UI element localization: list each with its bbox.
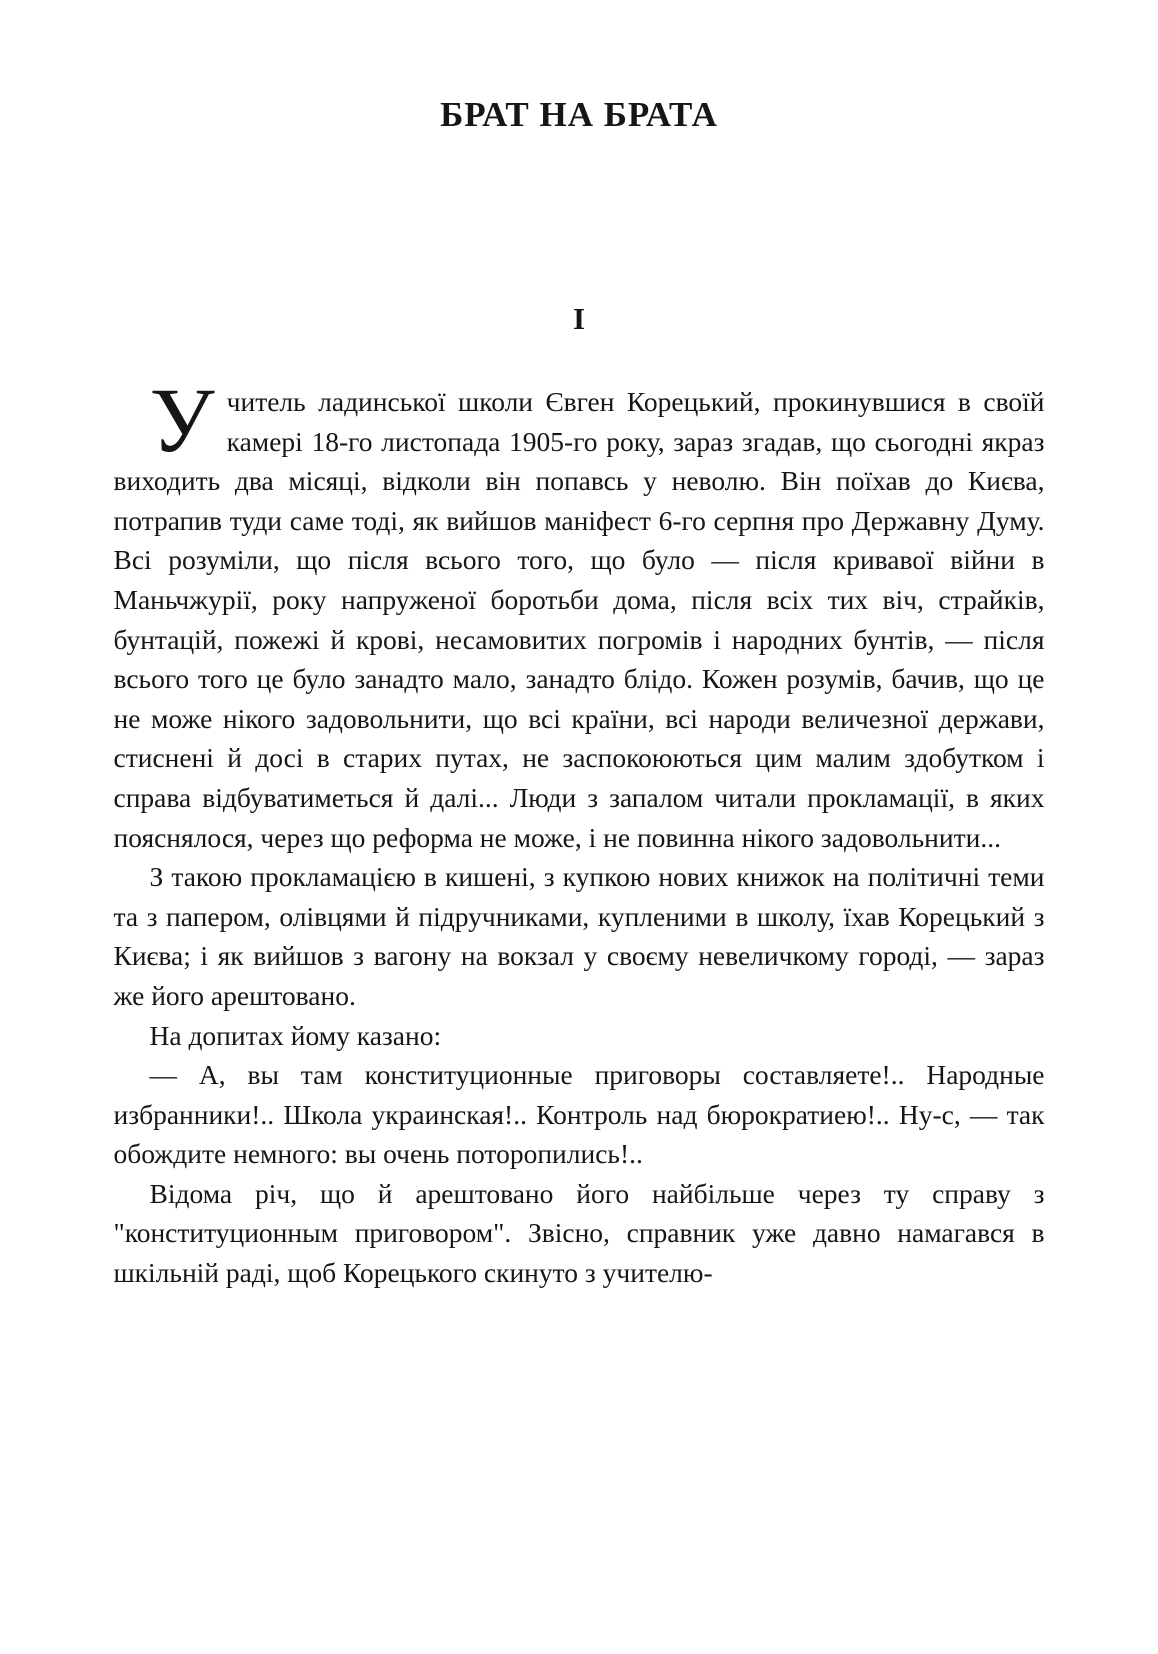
- text-block: [114, 0, 1045, 1293]
- body-text: [113, 369, 1045, 1293]
- chapter-heading: I: [572, 301, 586, 336]
- paragraph-text: читель ладинської школи Євген Корецький, прокинувшися в своїй камері 18-го листопада 1905-го року, зараз згадав, що сьогодні якраз виходить два місяці, відколи він попавсь у неволю. Він поїхав до Києва, потрапив туди саме тоді, як вийшов маніфест 6-го серпня про Державну Думу. Всі розуміли, що після всього того, що було — після кривавої війни в Маньчжурії, року напруженої боротьби дома, після всіх тих віч, страйків, бунтацій, пожежі й крові, несамовитих погромів і народних бунтів, — після всього того це було занадто мало, занадто блідо. Кожен розумів, бачив, що це не може нікого задовольнити, що всі країни, всі народи величезної держави, стиснені й досі в старих путах, не заспокоюються цим малим здобутком і справа відбуватиметься й далі... Люди з запалом читали прокламації, в яких пояснялося, через що реформа не може, і не повинна нікого задовольнити...: [113, 386, 1045, 853]
- paragraph: На допитах йому казано:: [149, 1019, 442, 1051]
- paragraph: Відома річ, що й арештовано його найбільше через ту справу з "конституционным приговором". Звісно, справник уже давно намагався в шкільній раді, щоб Корецького скинуто з учителю-: [113, 1177, 1045, 1289]
- paragraph: [113, 369, 1045, 857]
- paragraph: — А, вы там конституционные приговоры составляете!.. Народные избранники!.. Школа украинская!.. Контроль над бюрократиею!.. Ну-с, — так обождите немного: вы очень поторопились!..: [113, 1059, 1045, 1170]
- drop-cap: У: [149, 369, 215, 471]
- paragraph: З такою прокламацією в кишені, з купкою нових книжок на політичні теми та з папером, олівцями й підручниками, купленими в школу, їхав Корецький з Києва; і як вийшов з вагону на вокзал у своєму невеличкому городі, — зараз же його арештовано.: [113, 861, 1045, 1011]
- page-title: БРАТ НА БРАТА: [440, 95, 718, 134]
